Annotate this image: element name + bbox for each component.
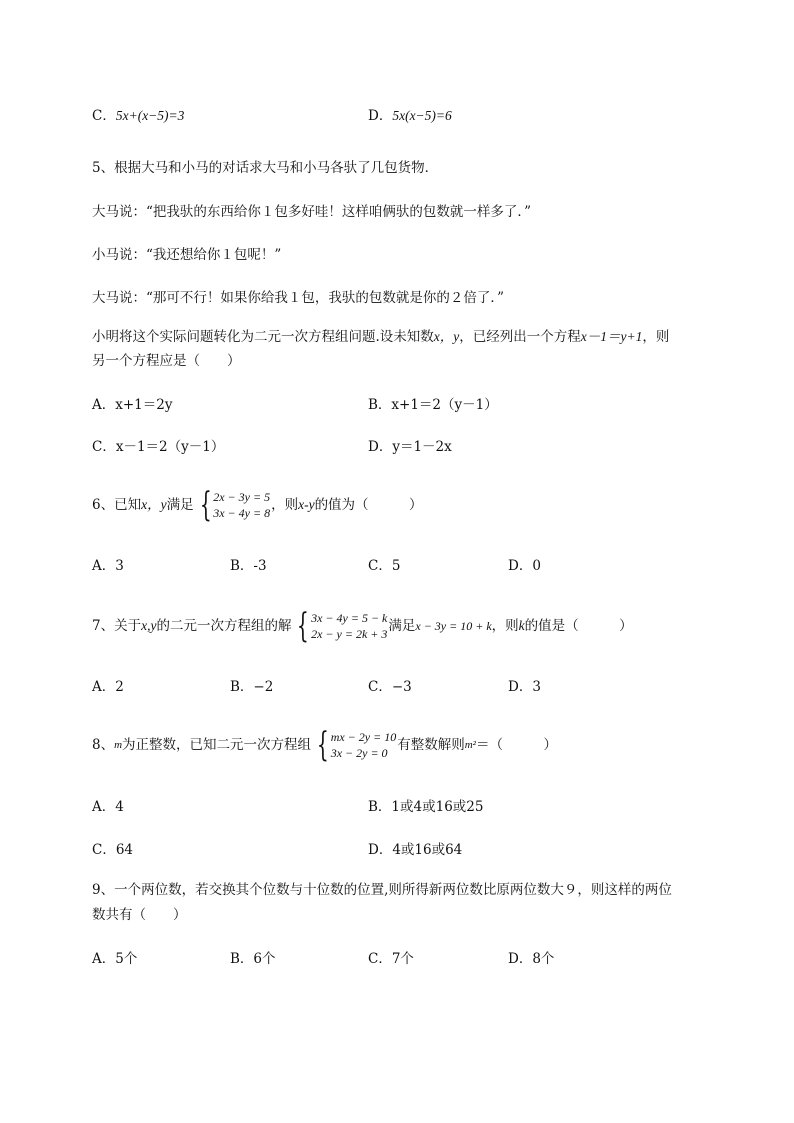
q4-option-c[interactable]: C．5x+(x−5)=3 [92, 108, 185, 124]
q4-option-d[interactable]: D．5x(x−5)=6 [368, 108, 452, 124]
brace-icon: { [199, 485, 212, 525]
q7-option-a[interactable]: A．2 [92, 679, 124, 695]
brace-icon: { [297, 606, 310, 646]
brace-icon: { [316, 725, 329, 765]
q4-option-c-expr: 5x+(x−5)=3 [115, 108, 185, 123]
q7-option-b[interactable]: B．−2 [230, 679, 274, 695]
q9-stem-line-2: 数共有（ ） [92, 907, 187, 923]
q8-option-a[interactable]: A．4 [92, 799, 124, 815]
q5-option-b[interactable]: B．x+1＝2（y－1） [368, 397, 498, 413]
q8-stem: 8、 m 为正整数，已知二元一次方程组 { mx − 2y = 10 3x − 2y = 0 有整数解则 m² ＝（ ） [92, 725, 557, 765]
q9-stem-line-1: 9、一个两位数，若交换其个位数与十位数的位置,则所得新两位数比原两位数大９，则这样的两位 [92, 882, 672, 898]
q5-paragraph-line-2: 另一个方程应是（ ） [92, 353, 241, 369]
q8-option-d[interactable]: D．4或16或64 [368, 842, 463, 858]
q6-option-b[interactable]: B．-3 [230, 558, 267, 574]
q7-equation-system: { 3x − 4y = 5 − k 2x − y = 2k + 3 [297, 606, 388, 646]
q6-option-a[interactable]: A．3 [92, 558, 124, 574]
q9-option-d[interactable]: D．8个 [508, 951, 555, 967]
q7-stem: 7、关于 x,y 的二元一次方程组的解 { 3x − 4y = 5 − k 2x − y = 2k + 3 满足 x − 3y = 10 + k ，则 k 的值是（ ） [92, 606, 633, 646]
q9-option-c[interactable]: C．7个 [368, 951, 414, 967]
q5-paragraph-line-1: 小明将这个实际问题转化为二元一次方程组问题.设未知数x，y，已经列出一个方程x－1＝y+1，则 [92, 329, 670, 345]
q8-option-b[interactable]: B．1或4或16或25 [368, 799, 484, 815]
q7-option-c[interactable]: C．−3 [368, 679, 412, 695]
q6-option-c[interactable]: C．5 [368, 558, 401, 574]
q5-option-c[interactable]: C．x－1＝2（y－1） [92, 439, 225, 455]
q5-option-a[interactable]: A．x+1＝2y [92, 397, 173, 413]
q5-stem: 5、根据大马和小马的对话求大马和小马各驮了几包货物． [92, 160, 439, 176]
q9-option-b[interactable]: B．6个 [230, 951, 276, 967]
q9-option-a[interactable]: A．5个 [92, 951, 138, 967]
q7-option-d[interactable]: D．3 [508, 679, 541, 695]
q4-option-d-expr: 5x(x−5)=6 [392, 108, 452, 123]
q6-equation-system: { 2x − 3y = 5 3x − 4y = 8 [199, 485, 271, 525]
q6-option-d[interactable]: D．0 [508, 558, 541, 574]
q5-dialog-line-1: 大马说：“把我驮的东西给你１包多好哇！这样咱俩驮的包数就一样多了．” [92, 204, 532, 220]
q8-equation-system: { mx − 2y = 10 3x − 2y = 0 [316, 725, 397, 765]
q8-option-c[interactable]: C．64 [92, 842, 134, 858]
q5-dialog-line-3: 大马说：“那可不行！如果你给我１包，我驮的包数就是你的２倍了．” [92, 290, 505, 306]
q5-option-d[interactable]: D．y＝1－2x [368, 439, 452, 455]
q5-dialog-line-2: 小马说：“我还想给你１包呢！” [92, 247, 282, 263]
q6-stem: 6、已知 x，y 满足 { 2x − 3y = 5 3x − 4y = 8 ，则 x-y 的值为（ ） [92, 485, 423, 525]
